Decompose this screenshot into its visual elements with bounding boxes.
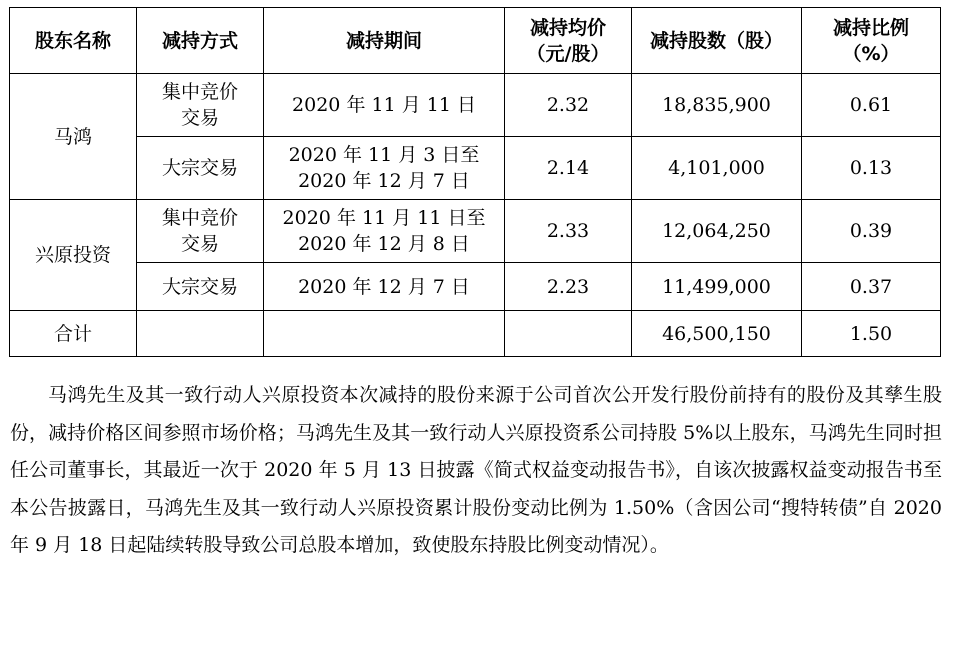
ratio-cell: 0.13 — [802, 137, 941, 200]
method-line: 集中竞价 — [161, 81, 238, 103]
total-shares: 46,500,150 — [632, 311, 802, 357]
empty-cell — [137, 311, 264, 357]
method-cell: 大宗交易 — [137, 263, 264, 311]
price-cell: 2.23 — [505, 263, 632, 311]
period-cell — [264, 137, 505, 200]
holder-cell: 马鸿 — [10, 74, 137, 200]
ratio-cell: 0.61 — [802, 74, 941, 137]
ratio-cell: 0.39 — [802, 200, 941, 263]
header-method: 减持方式 — [137, 8, 264, 74]
header-avg-price-line2: （元/股） — [526, 42, 610, 65]
header-period: 减持期间 — [264, 8, 505, 74]
method-line: 集中竞价 — [161, 207, 238, 229]
shareholding-reduction-table — [9, 7, 941, 357]
price-cell: 2.14 — [505, 137, 632, 200]
shares-cell: 12,064,250 — [632, 200, 802, 263]
period-cell — [264, 200, 505, 263]
table-row — [10, 263, 941, 311]
method-cell: 大宗交易 — [137, 137, 264, 200]
period-line: 2020 年 11 月 11 日 — [292, 94, 476, 116]
period-cell: 2020 年 12 月 7 日 — [264, 263, 505, 311]
period-cell — [264, 74, 505, 137]
empty-cell — [505, 311, 632, 357]
header-avg-price — [505, 8, 632, 74]
header-ratio-line1: 减持比例 — [832, 16, 909, 39]
method-line: 交易 — [180, 233, 219, 255]
table-row — [10, 200, 941, 263]
period-line: 2020 年 12 月 8 日 — [298, 233, 470, 255]
empty-cell — [264, 311, 505, 357]
ratio-cell: 0.37 — [802, 263, 941, 311]
method-cell — [137, 74, 264, 137]
header-avg-price-line1: 减持均价 — [529, 16, 606, 39]
total-row — [10, 311, 941, 357]
table-header-row — [10, 8, 941, 74]
period-line: 2020 年 11 月 3 日至 — [288, 144, 480, 166]
price-cell: 2.32 — [505, 74, 632, 137]
shares-cell: 18,835,900 — [632, 74, 802, 137]
method-cell — [137, 200, 264, 263]
period-line: 2020 年 11 月 11 日至 — [282, 207, 486, 229]
shares-cell: 4,101,000 — [632, 137, 802, 200]
header-ratio-line2: （%） — [842, 42, 900, 65]
total-label: 合计 — [10, 311, 137, 357]
header-ratio — [802, 8, 941, 74]
table-row — [10, 137, 941, 200]
body-paragraph: 马鸿先生及其一致行动人兴原投资本次减持的股份来源于公司首次公开发行股份前持有的股份及其孳生股份，减持价格区间参照市场价格；马鸿先生及其一致行动人兴原投资系公司持股 5%以上股东，马鸿先生同时担任公司董事长，其最近一次于 2020 年 5 月 13 日披露《简式权益变动报告书》，自该次披露权益变动报告书至本公告披露日，马鸿先生及其一致行动人兴原投资累计股份变动比例为 1.50%（含因公司“搜特转债”自 2020 年 9 月 18 日起陆续转股导致公司总股本增加，致使股东持股比例变动情况）。 — [10, 384, 942, 556]
period-line: 2020 年 12 月 7 日 — [298, 170, 470, 192]
price-cell: 2.33 — [505, 200, 632, 263]
holder-cell: 兴原投资 — [10, 200, 137, 311]
shares-cell: 11,499,000 — [632, 263, 802, 311]
header-shares: 减持股数（股） — [632, 8, 802, 74]
header-holder: 股东名称 — [10, 8, 137, 74]
method-line: 交易 — [180, 107, 219, 129]
total-ratio: 1.50 — [802, 311, 941, 357]
table-row — [10, 74, 941, 137]
